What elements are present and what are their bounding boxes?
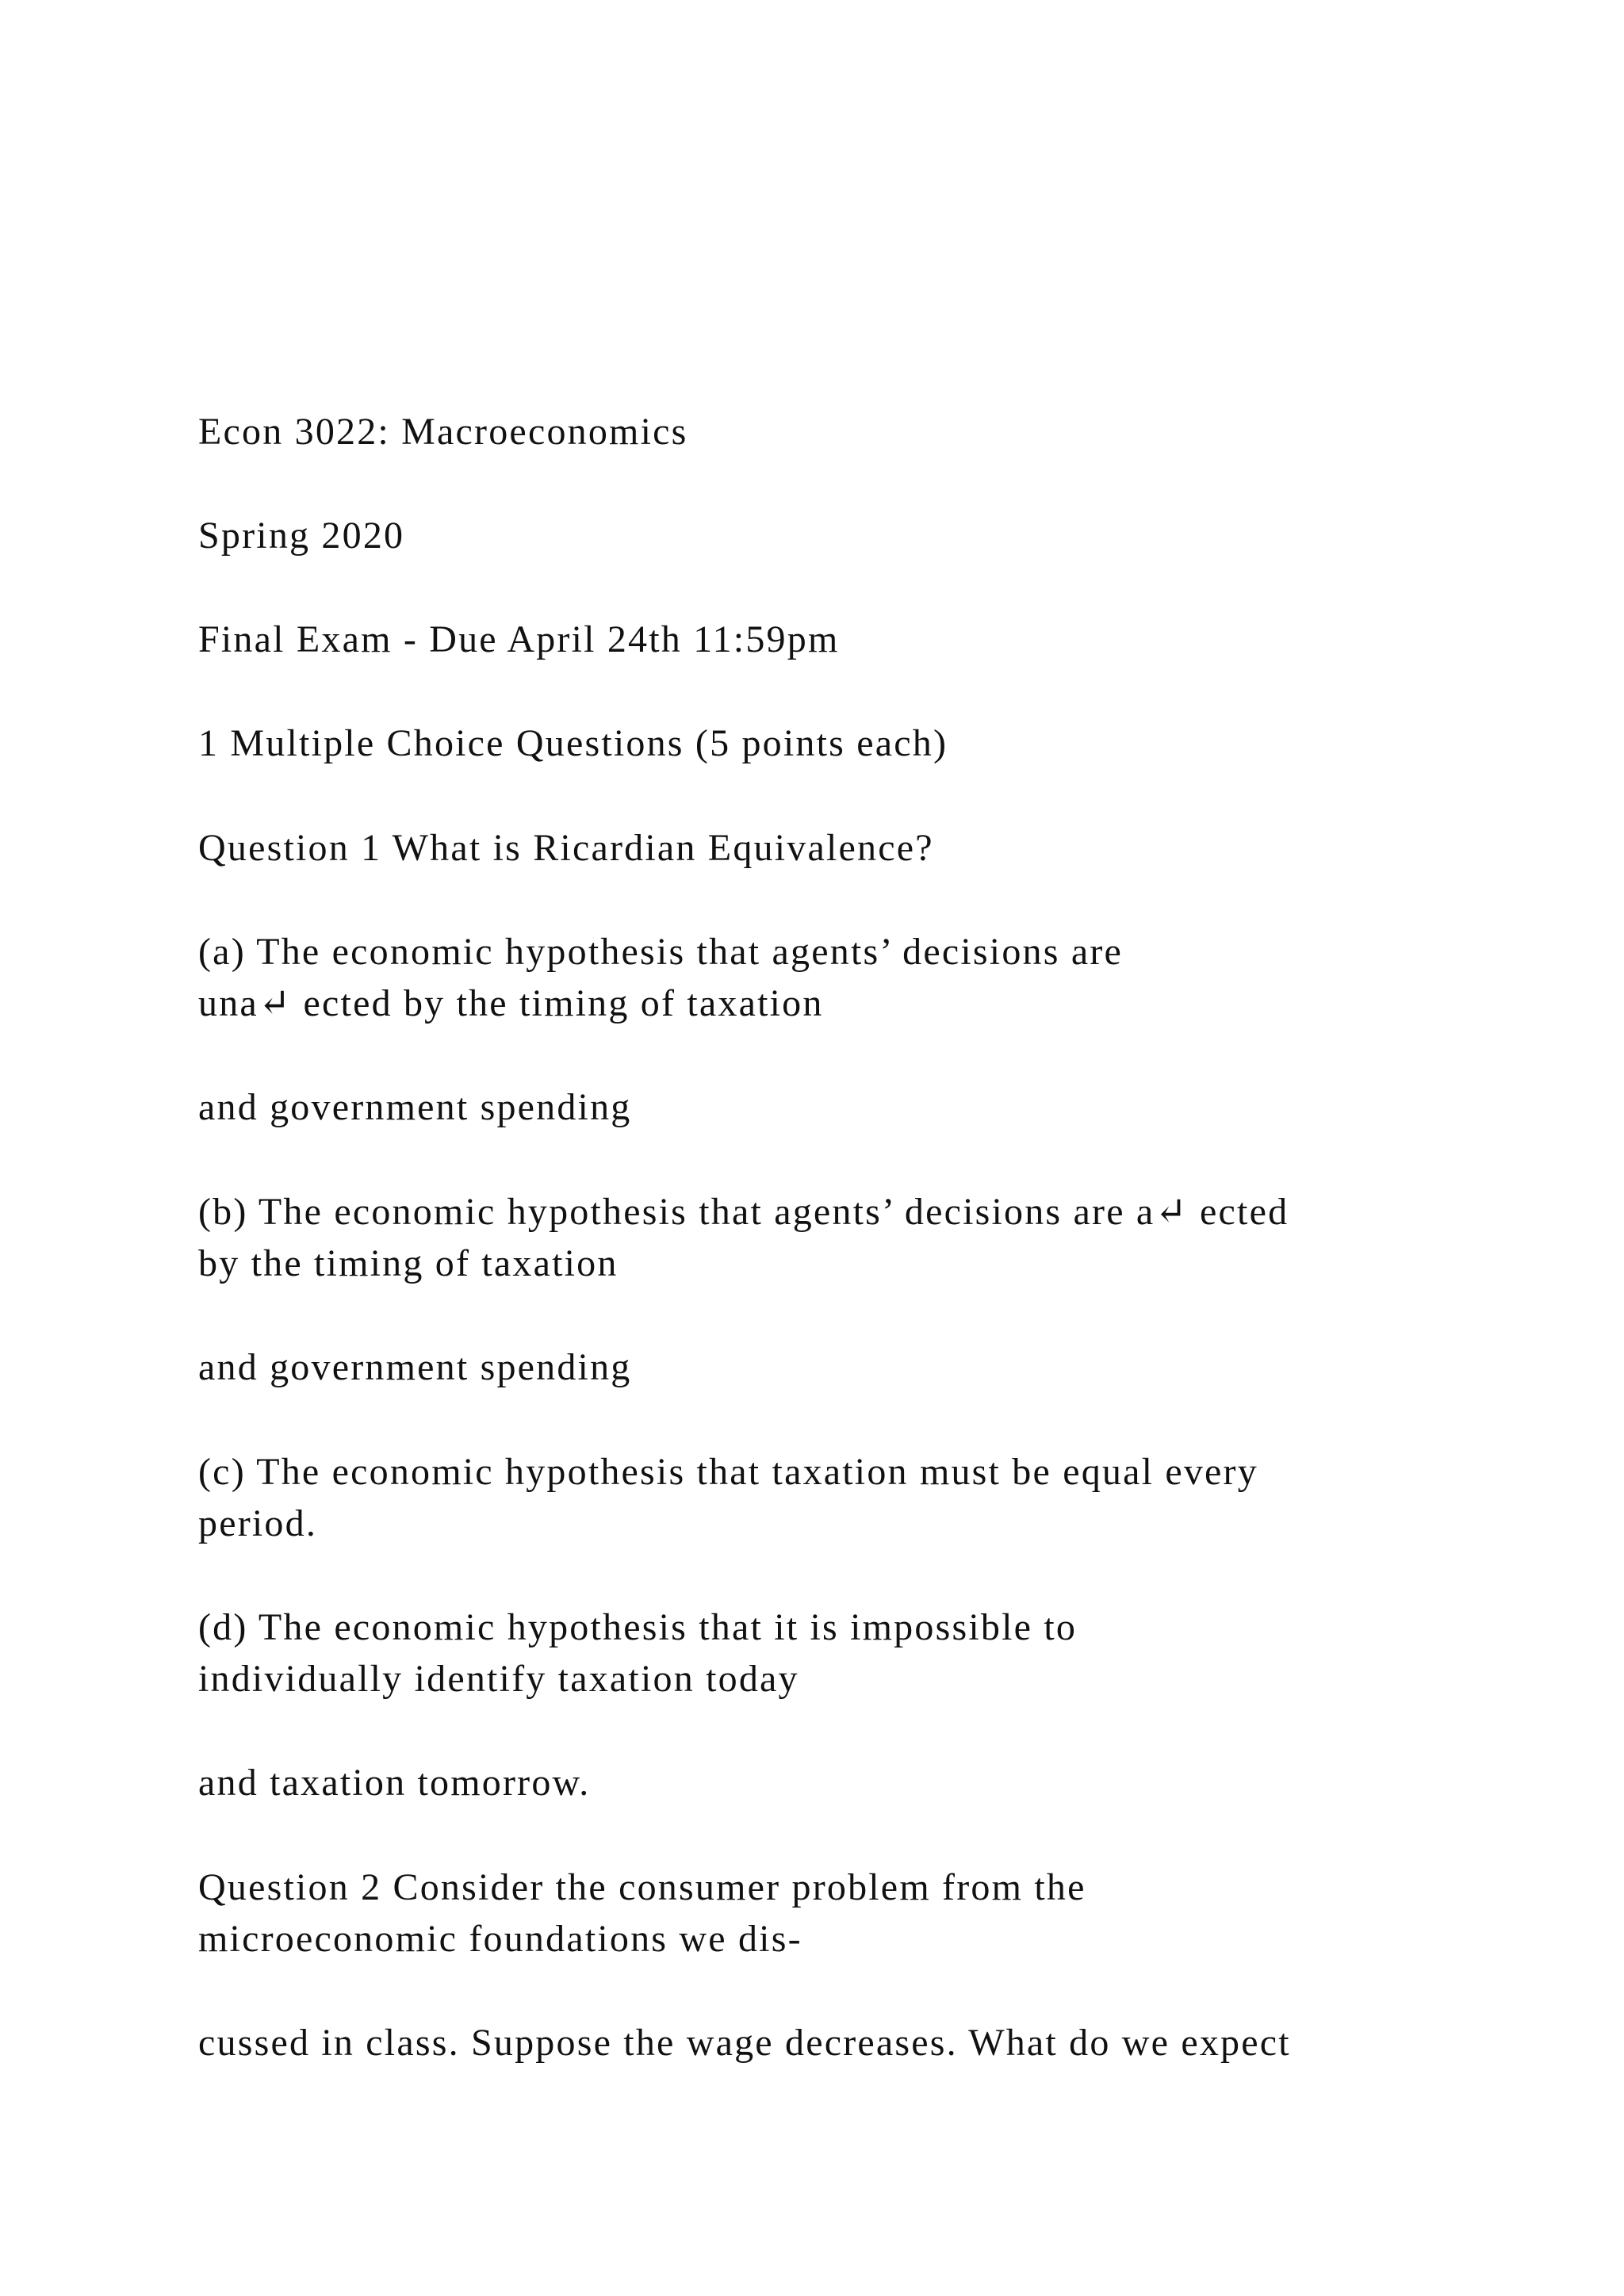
option-d-line-1: (d) The economic hypothesis that it is impossible to: [198, 1606, 1078, 1648]
course-title: Econ 3022: Macroeconomics: [198, 411, 688, 453]
option-a-line-2: una↵ ected by the timing of taxation: [198, 982, 824, 1024]
option-a-line-1: (a) The economic hypothesis that agents’ decisions are: [198, 931, 1124, 973]
option-d-line-2: individually identify taxation today: [198, 1658, 799, 1700]
section-heading: 1 Multiple Choice Questions (5 points each): [198, 722, 948, 764]
option-a-line-3: and government spending: [198, 1086, 632, 1128]
question-2-line-1: Question 2 Consider the consumer problem from the: [198, 1866, 1086, 1908]
question-2-line-3: cussed in class. Suppose the wage decreases. What do we expect: [198, 2022, 1291, 2064]
option-b-line-3: and government spending: [198, 1346, 632, 1388]
option-d-line-3: and taxation tomorrow.: [198, 1762, 591, 1804]
exam-due-line: Final Exam - Due April 24th 11:59pm: [198, 618, 840, 660]
question-2-line-2: microeconomic foundations we dis-: [198, 1918, 802, 1960]
option-b-line-2: by the timing of taxation: [198, 1242, 619, 1284]
question-1-prompt: Question 1 What is Ricardian Equivalence?: [198, 827, 934, 869]
option-c-line-1: (c) The economic hypothesis that taxation must be equal every: [198, 1451, 1258, 1493]
option-c-line-2: period.: [198, 1502, 318, 1544]
option-b-line-1: (b) The economic hypothesis that agents’ decisions are a↵ ected: [198, 1191, 1289, 1233]
term-line: Spring 2020: [198, 515, 405, 557]
